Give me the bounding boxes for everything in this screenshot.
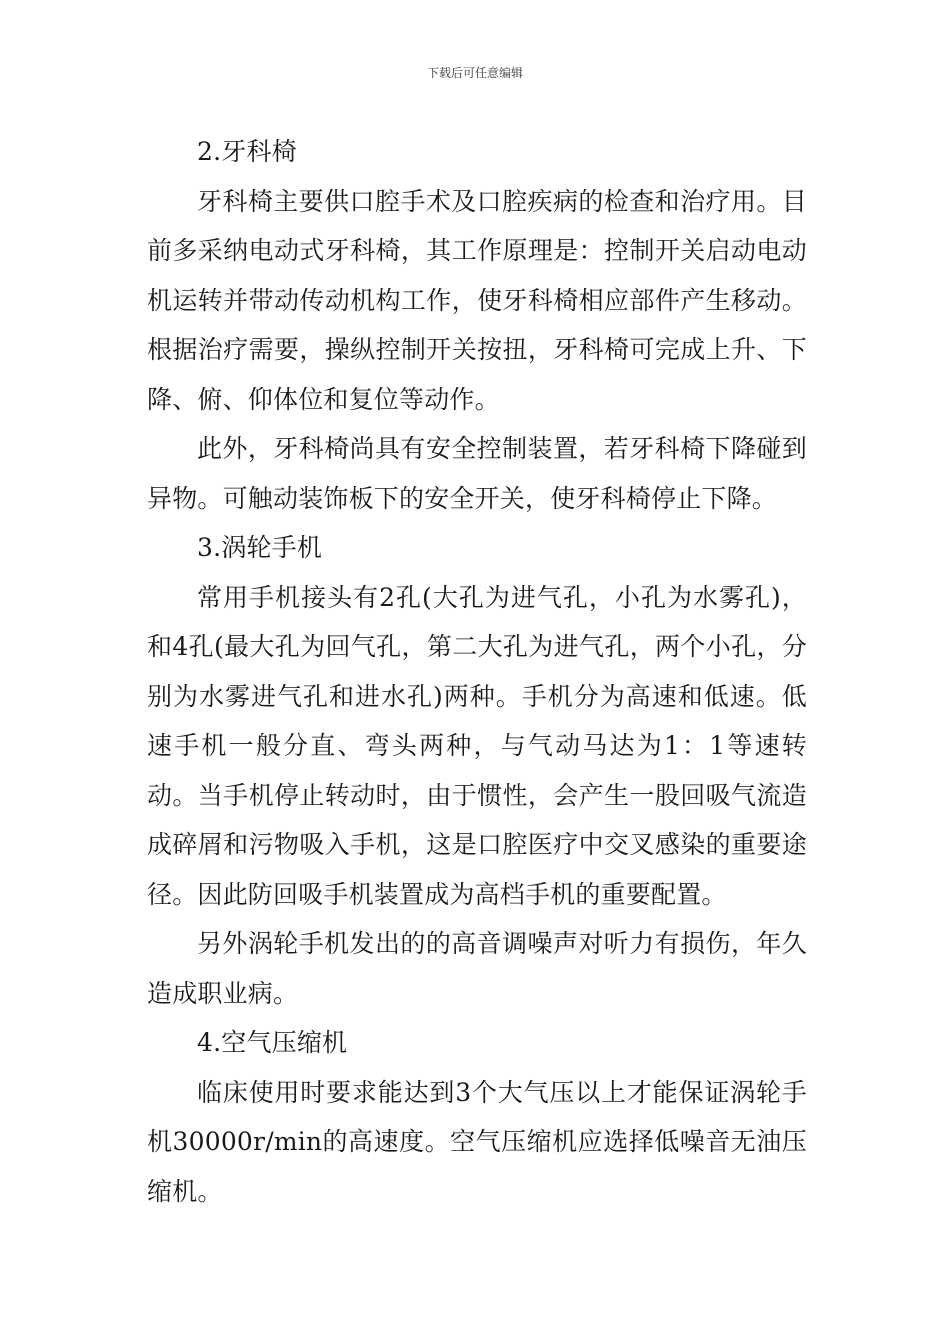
- paragraph-dental-chair-safety: 此外，牙科椅尚具有安全控制装置，若牙科椅下降碰到异物。可触动装饰板下的安全开关，使牙科椅停止下降。: [147, 434, 807, 513]
- page-header: 下载后可任意编辑: [426, 66, 523, 80]
- section-heading-turbine-handpiece: 3.涡轮手机: [197, 533, 323, 562]
- paragraph-dental-chair-function: 牙科椅主要供口腔手术及口腔疾病的检查和治疗用。目前多采纳电动式牙科椅，其工作原理是：控制开关启动电动机运转并带动传动机构工作，使牙科椅相应部件产生移动。根据治疗需要，操纵控制开关按扭，牙科椅可完成上升、下降、俯、仰体位和复位等动作。: [147, 186, 807, 414]
- section-heading-dental-chair: 2.牙科椅: [197, 137, 297, 166]
- paragraph-handpiece-noise: 另外涡轮手机发出的的高音调噪声对听力有损伤，年久造成职业病。: [147, 929, 807, 1008]
- section-heading-air-compressor: 4.空气压缩机: [197, 1028, 348, 1057]
- paragraph-air-compressor: 临床使用时要求能达到3个大气压以上才能保证涡轮手机30000r/min的高速度。空气压缩机应选择低噪音无油压缩机。: [147, 1077, 807, 1206]
- document-body: [147, 127, 807, 1216]
- paragraph-handpiece-connectors: 常用手机接头有2孔(大孔为进气孔，小孔为水雾孔)，和4孔(最大孔为回气孔，第二大孔为进气孔，两个小孔，分别为水雾进气孔和进水孔)两种。手机分为高速和低速。低速手机一般分直、弯头两种，与气动马达为1：1等速转动。当手机停止转动时，由于惯性，会产生一股回吸气流造成碎屑和污物吸入手机，这是口腔医疗中交叉感染的重要途径。因此防回吸手机装置成为高档手机的重要配置。: [147, 582, 807, 909]
